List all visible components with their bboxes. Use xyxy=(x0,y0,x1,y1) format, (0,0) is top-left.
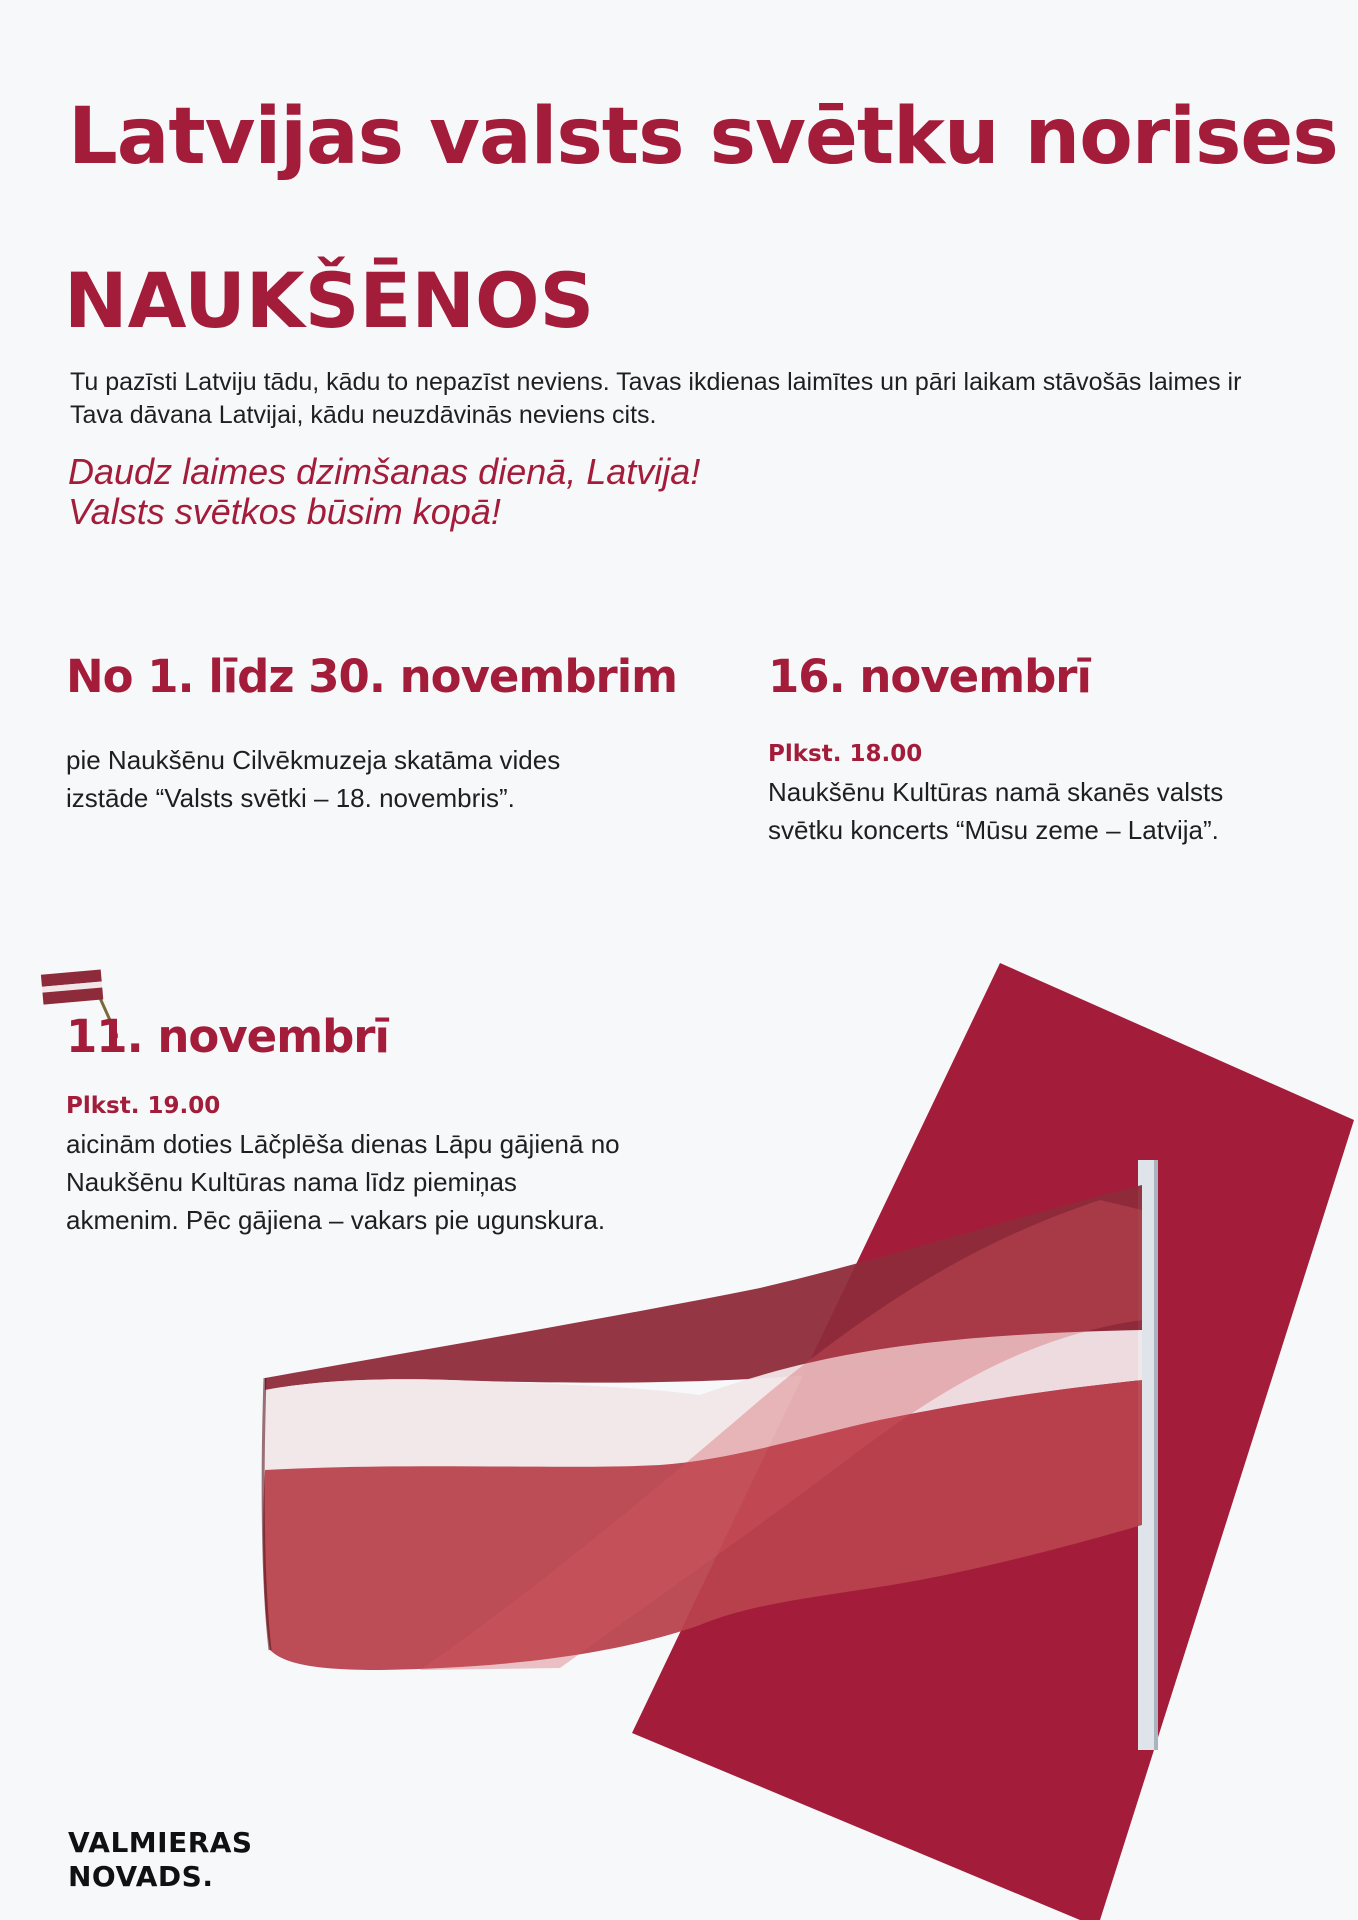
event-time: Plkst. 19.00 xyxy=(66,1093,221,1119)
event-description-line: svētku koncerts “Mūsu zeme – Latvija”. xyxy=(768,815,1219,845)
valmieras-novads-logo xyxy=(68,1826,253,1894)
event-description-line: akmenim. Pēc gājiena – vakars pie ugunskura. xyxy=(66,1205,606,1235)
page-title: Latvijas valsts svētku norises xyxy=(68,92,1338,182)
tagline-line: Daudz laimes dzimšanas dienā, Latvija! xyxy=(68,451,701,492)
location-title: NAUKŠĒNOS xyxy=(64,256,595,345)
event-date: 11. novembrī xyxy=(66,1010,389,1063)
logo-line: NOVADS. xyxy=(68,1860,214,1893)
event-description xyxy=(66,741,677,817)
event-description xyxy=(768,773,1223,849)
event-description xyxy=(66,1125,620,1239)
event-block xyxy=(66,1010,620,1239)
event-block xyxy=(66,650,677,817)
event-description-line: Naukšēnu Kultūras nama līdz piemiņas xyxy=(66,1167,517,1197)
event-description-line: izstāde “Valsts svētki – 18. novembris”. xyxy=(66,783,515,813)
tagline xyxy=(68,452,700,532)
intro-paragraph: Tu pazīsti Latviju tādu, kādu to nepazīst neviens. Tavas ikdienas laimītes un pāri laikam stāvošās laimes ir Tava dāvana Latvijai, kādu neuzdāvinās neviens cits. xyxy=(70,368,1242,429)
event-description-line: aicinām doties Lāčplēša dienas Lāpu gājienā no xyxy=(66,1129,620,1159)
tagline-line: Valsts svētkos būsim kopā! xyxy=(68,491,501,532)
event-time: Plkst. 18.00 xyxy=(768,741,923,767)
event-date: 16. novembrī xyxy=(768,650,1091,703)
event-date: No 1. līdz 30. novembrim xyxy=(66,650,678,703)
event-description-line: pie Naukšēnu Cilvēkmuzeja skatāma vides xyxy=(66,745,561,775)
logo-line: VALMIERAS xyxy=(68,1826,253,1859)
event-block xyxy=(768,650,1223,849)
event-description-line: Naukšēnu Kultūras namā skanēs valsts xyxy=(768,777,1224,807)
